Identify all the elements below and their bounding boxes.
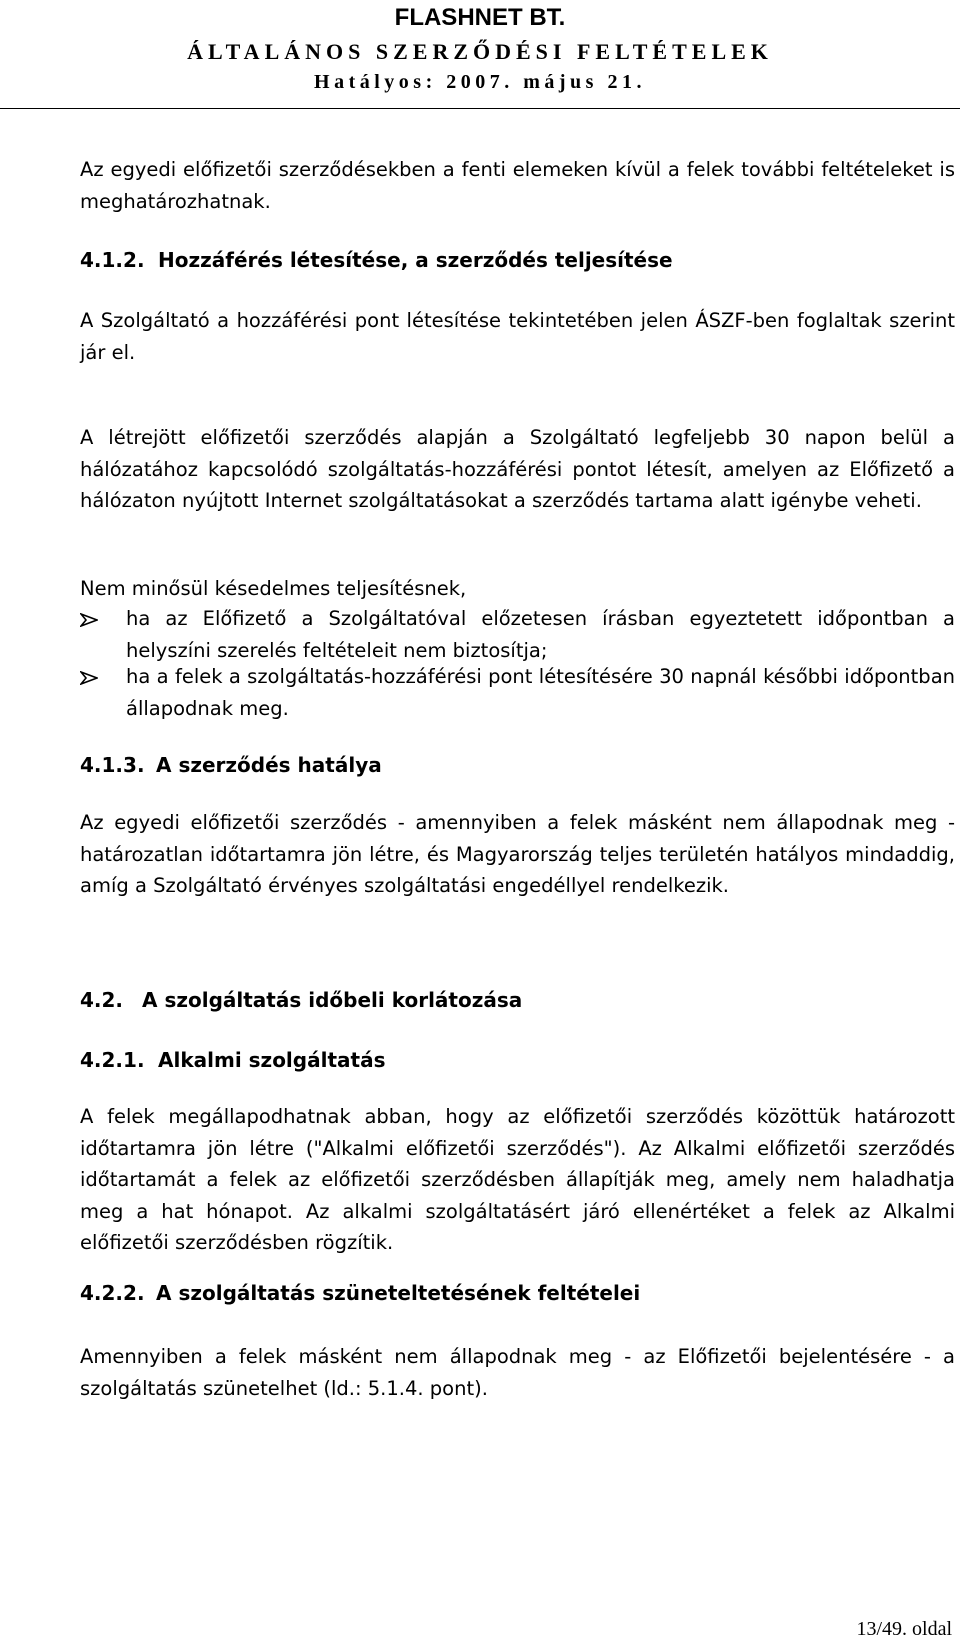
header-divider <box>0 108 960 109</box>
section-number: 4.1.3. <box>80 753 145 777</box>
heading-4-2-2 <box>80 1278 955 1310</box>
paragraph-contract-validity: Az egyedi előfizetői szerződés - amennyiben a felek másként nem állapodnak meg - határozatlan időtartamra jön létre, és Magyarország teljes területén hatályos mindaddig, amíg a Szolgáltató érvényes szolgáltatási engedéllyel rendelkezik. <box>80 811 955 897</box>
paragraph-not-delay: Nem minősül késedelmes teljesítésnek, <box>80 577 467 600</box>
section-title: A szolgáltatás szüneteltetésének feltételei <box>156 1281 641 1305</box>
document-title: ÁLTALÁNOS SZERZŐDÉSI FELTÉTELEK <box>187 39 773 64</box>
section-title: Alkalmi szolgáltatás <box>158 1048 386 1072</box>
arrowhead-bullet-icon <box>80 613 98 627</box>
list-item <box>80 603 955 666</box>
paragraph-additional-terms: Az egyedi előfizetői szerződésekben a fenti elemeken kívül a felek további feltételeket is meghatározhatnak. <box>80 158 955 213</box>
paragraph-suspension: Amennyiben a felek másként nem állapodnak meg - az Előfizetői bejelentésére - a szolgáltatás szünetelhet (ld.: 5.1.4. pont). <box>80 1345 955 1400</box>
paragraph-access-point: A Szolgáltató a hozzáférési pont létesítése tekintetében jelen ÁSZF-ben foglaltak szerint jár el. <box>80 309 955 364</box>
company-name: FLASHNET BT. <box>394 4 566 31</box>
heading-4-1-2 <box>80 245 955 277</box>
heading-4-2 <box>80 985 955 1017</box>
page-header <box>0 0 960 114</box>
section-number: 4.1.2. <box>80 248 145 272</box>
section-number: 4.2. <box>80 988 124 1012</box>
paragraph-occasional-contract: A felek megállapodhatnak abban, hogy az előfizetői szerződés közöttük határozott időtartamra jön létre ("Alkalmi előfizetői szerződés"). Az Alkalmi előfizetői szerződés időtartamát a felek az előfizetői szerződésben állapítják meg, amely nem haladhatja meg a hat hónapot. Az alkalmi szolgáltatásért járó ellenértéket a felek az Alkalmi előfizetői szerződésben rögzítik. <box>80 1105 955 1254</box>
section-title: A szolgáltatás időbeli korlátozása <box>142 988 523 1012</box>
section-title: Hozzáférés létesítése, a szerződés teljesítése <box>158 248 673 272</box>
list-item-text: ha a felek a szolgáltatás-hozzáférési pont létesítésére 30 napnál későbbi időpontban állapodnak meg. <box>126 665 955 720</box>
section-number: 4.2.1. <box>80 1048 145 1072</box>
section-title: A szerződés hatálya <box>156 753 382 777</box>
list-item <box>80 661 955 724</box>
paragraph-30-days: A létrejött előfizetői szerződés alapján a Szolgáltató legfeljebb 30 napon belül a hálózatához kapcsolódó szolgáltatás-hozzáférési pontot létesít, amelyen az Előfizető a hálózaton nyújtott Internet szolgáltatásokat a szerződés tartama alatt igénybe veheti. <box>80 426 955 512</box>
arrowhead-bullet-icon <box>80 671 98 685</box>
heading-4-1-3 <box>80 750 955 782</box>
list-item-text: ha az Előfizető a Szolgáltatóval előzetesen írásban egyeztetett időpontban a helyszíni szerelés feltételeit nem biztosítja; <box>126 607 955 662</box>
heading-4-2-1 <box>80 1045 955 1077</box>
validity-date: Hatályos: 2007. május 21. <box>314 71 646 93</box>
section-number: 4.2.2. <box>80 1281 145 1305</box>
page-number: 13/49. oldal <box>856 1618 952 1640</box>
